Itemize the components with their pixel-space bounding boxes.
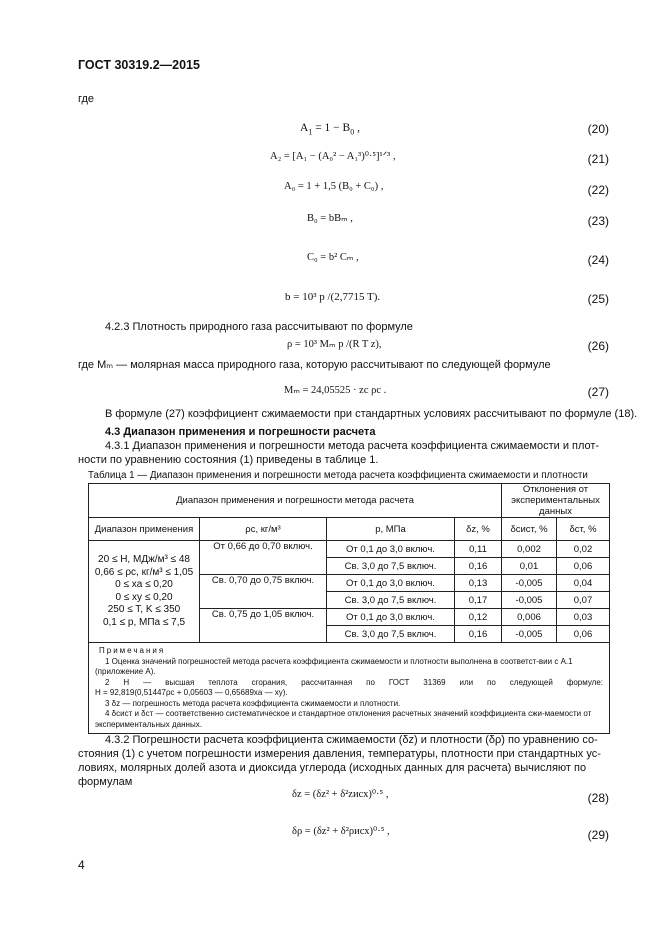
equation-25: b = 10³ p /(2,7715 T). xyxy=(285,291,381,303)
equation-number-20: (20) xyxy=(587,122,609,136)
equation-number-23: (23) xyxy=(587,214,609,228)
delta-syst-cell: 0,002 xyxy=(502,541,557,558)
delta-z-cell: 0,16 xyxy=(455,558,502,575)
delta-z-cell: 0,16 xyxy=(455,626,502,643)
range-line: 20 ≤ Н, МДж/м³ ≤ 48 xyxy=(98,554,190,565)
range-line: 250 ≤ T, K ≤ 350 xyxy=(107,604,181,615)
pressure-cell: От 0,1 до 3,0 включ. xyxy=(327,575,455,592)
equation-28: δz = (δz² + δ²zисх)⁰·⁵ , xyxy=(292,789,389,800)
range-cell xyxy=(89,541,200,643)
equation-20: $A_1 = 1 - B_0$ , xyxy=(300,122,360,137)
equation-22: A₀ = 1 + 1,5 (B₀ + C₀) , xyxy=(284,181,384,192)
section-4-3-2-line2: стояния (1) с учетом погрешности измерения давления, температуры, плотности при стандартных ус- xyxy=(78,748,601,760)
table-notes xyxy=(89,643,610,734)
delta-st-cell: 0,07 xyxy=(557,592,610,609)
table-head-deviations: Отклонения от экспериментальных данных xyxy=(502,484,610,518)
section-4-2-3: 4.2.3 Плотность природного газа рассчитывают по формуле xyxy=(105,321,413,333)
delta-syst-cell: 0,01 xyxy=(502,558,557,575)
delta-syst-cell: -0,005 xyxy=(502,592,557,609)
notes-title: Примечания xyxy=(99,646,166,655)
equation-23: B₀ = bBₘ , xyxy=(307,213,353,224)
equation-number-27: (27) xyxy=(587,385,609,399)
col-delta-syst: δсист, % xyxy=(502,518,557,541)
col-range: Диапазон применения xyxy=(89,518,200,541)
note-2a: 2 Н — высшая теплота сгорания, рассчитанная по ГОСТ 31369 или по следующей формуле: xyxy=(105,677,603,687)
equation-number-26: (26) xyxy=(587,339,609,353)
equation-26: ρ = 10³ Mₘ p /(R T z), xyxy=(287,339,382,350)
delta-st-cell: 0,06 xyxy=(557,558,610,575)
equation-27-note: В формуле (27) коэффициент сжимаемости при стандартных условиях рассчитывают по формуле (18). xyxy=(105,408,638,420)
rho-group: От 0,66 до 0,70 включ. xyxy=(200,541,327,575)
page-number: 4 xyxy=(78,858,85,872)
rho-group: Св. 0,70 до 0,75 включ. xyxy=(200,575,327,609)
note-4: 4 δсист и δст — соответственно систематическое и стандартное отклонения расчетных значений коэффициента сжи-маемости от экспериментальных данных. xyxy=(95,709,592,729)
col-rho: ρc, кг/м³ xyxy=(200,518,327,541)
section-4-3-2-line3: ловиях, молярных долей азота и диоксида углерода (исходных данных для расчета) вычисляют по xyxy=(78,762,587,774)
section-4-3-2-line4: формулам xyxy=(78,776,133,788)
range-line: 0,66 ≤ ρc, кг/м³ ≤ 1,05 xyxy=(94,566,194,578)
delta-z-cell: 0,11 xyxy=(455,541,502,558)
equation-21: A₂ = [A₁ − (A₀² − A₁³)⁰·⁵]¹ᐟ³ , xyxy=(270,151,396,162)
section-4-3-1-line2: ности по уравнению состояния (1) приведены в таблице 1. xyxy=(78,454,379,466)
table-head-main: Диапазон применения и погрешности метода расчета xyxy=(89,484,502,518)
table-caption: Таблица 1 — Диапазон применения и погрешности метода расчета коэффициента сжимаемости и плотности xyxy=(88,470,588,481)
delta-st-cell: 0,03 xyxy=(557,609,610,626)
equation-number-25: (25) xyxy=(587,292,609,306)
col-delta-st: δст, % xyxy=(557,518,610,541)
delta-syst-cell: -0,005 xyxy=(502,626,557,643)
pressure-cell: От 0,1 до 3,0 включ. xyxy=(327,609,455,626)
delta-st-cell: 0,06 xyxy=(557,626,610,643)
pressure-cell: Св. 3,0 до 7,5 включ. xyxy=(327,626,455,643)
equation-29: δρ = (δz² + δ²ρисх)⁰·⁵ , xyxy=(292,826,390,837)
intro-word: где xyxy=(78,93,95,105)
delta-st-cell: 0,02 xyxy=(557,541,610,558)
col-delta-z: δz, % xyxy=(455,518,502,541)
equation-number-29: (29) xyxy=(587,828,609,842)
col-pressure: р, МПа xyxy=(327,518,455,541)
equation-number-24: (24) xyxy=(587,253,609,267)
pressure-cell: От 0,1 до 3,0 включ. xyxy=(327,541,455,558)
range-line: 0 ≤ xа ≤ 0,20 xyxy=(115,579,173,590)
delta-z-cell: 0,12 xyxy=(455,609,502,626)
equation-number-21: (21) xyxy=(587,152,609,166)
equation-24: C₀ = b² Cₘ , xyxy=(307,252,359,263)
range-line: 0 ≤ xy ≤ 0,20 xyxy=(115,591,173,603)
delta-z-cell: 0,17 xyxy=(455,592,502,609)
section-4-3-1-line1: 4.3.1 Диапазон применения и погрешности метода расчета коэффициента сжимаемости и плот- xyxy=(105,440,600,452)
equation-number-22: (22) xyxy=(587,183,609,197)
section-4-3-2-line1: 4.3.2 Погрешности расчета коэффициента сжимаемости (δz) и плотности (δρ) по уравнению со- xyxy=(105,734,598,746)
pressure-cell: Св. 3,0 до 7,5 включ. xyxy=(327,592,455,609)
equation-27: Mₘ = 24,05525 · zc ρc . xyxy=(284,385,387,396)
note-3: 3 δz — погрешность метода расчета коэффициента сжимаемости и плотности. xyxy=(105,698,401,708)
range-line: 0,1 ≤ p, МПа ≤ 7,5 xyxy=(102,616,186,628)
where-molar-mass: где Mₘ — молярная масса природного газа, которую рассчитывают по следующей формуле xyxy=(78,359,551,371)
data-table xyxy=(88,483,610,734)
delta-st-cell: 0,04 xyxy=(557,575,610,592)
note-2b: Н = 92,819(0,51447ρc + 0,05603 — 0,65689xа — xy). xyxy=(95,688,288,697)
section-4-3-title: 4.3 Диапазон применения и погрешности расчета xyxy=(105,426,376,438)
pressure-cell: Св. 3,0 до 7,5 включ. xyxy=(327,558,455,575)
delta-syst-cell: 0,006 xyxy=(502,609,557,626)
equation-number-28: (28) xyxy=(587,791,609,805)
document-code: ГОСТ 30319.2—2015 xyxy=(78,58,200,72)
note-1: 1 Оценка значений погрешностей метода расчета коэффициента сжимаемости и плотности выполнена в соответст-вии с А.1 (приложение А). xyxy=(95,656,573,676)
delta-z-cell: 0,13 xyxy=(455,575,502,592)
rho-group: Св. 0,75 до 1,05 включ. xyxy=(200,609,327,643)
delta-syst-cell: -0,005 xyxy=(502,575,557,592)
